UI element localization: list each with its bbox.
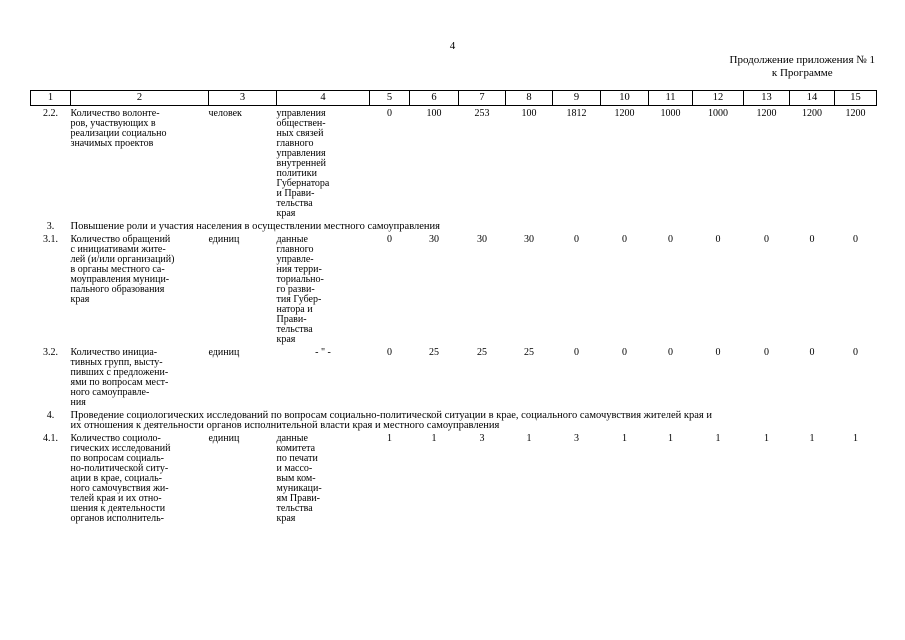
value-cell: 1 bbox=[668, 433, 673, 444]
value-cell: 1 bbox=[622, 433, 627, 444]
column-header: 10 bbox=[601, 91, 649, 106]
column-header: 6 bbox=[410, 91, 459, 106]
page-number: 4 bbox=[449, 40, 456, 52]
column-header: 8 bbox=[506, 91, 553, 106]
value-cell: 30 bbox=[477, 234, 487, 245]
value-cell: 0 bbox=[668, 347, 673, 358]
column-header: 14 bbox=[790, 91, 835, 106]
data-source: - " - bbox=[315, 347, 331, 358]
value-cell: 30 bbox=[429, 234, 439, 245]
value-cell: 25 bbox=[524, 347, 534, 358]
unit-of-measure: единиц bbox=[208, 234, 240, 245]
appendix-continuation-note bbox=[730, 54, 875, 80]
section-number: 3. bbox=[46, 221, 55, 232]
column-header: 4 bbox=[277, 91, 370, 106]
data-source: управления обществен- ных связей главного управления внутренней политики Губернатора и Прави- тельства края bbox=[276, 108, 330, 219]
value-cell: 1200 bbox=[845, 108, 866, 119]
row-number: 2.2. bbox=[43, 108, 58, 119]
column-header: 15 bbox=[835, 91, 877, 106]
value-cell: 25 bbox=[429, 347, 439, 358]
unit-of-measure: единиц bbox=[208, 347, 240, 358]
continuation-line-2: к Программе bbox=[771, 67, 833, 79]
column-header: 7 bbox=[459, 91, 506, 106]
indicators-table bbox=[30, 90, 877, 524]
column-number-header-row bbox=[31, 91, 877, 106]
value-cell: 3 bbox=[479, 433, 485, 444]
indicator-row-4-1 bbox=[31, 431, 877, 524]
value-cell: 1200 bbox=[614, 108, 635, 119]
row-number: 4.1. bbox=[43, 433, 58, 444]
section-row-3 bbox=[31, 219, 877, 232]
column-header: 9 bbox=[553, 91, 601, 106]
value-cell: 0 bbox=[715, 347, 721, 358]
unit-of-measure: единиц bbox=[208, 433, 240, 444]
indicator-row-3-2 bbox=[31, 345, 877, 408]
value-cell: 0 bbox=[809, 347, 815, 358]
column-header: 11 bbox=[649, 91, 693, 106]
value-cell: 0 bbox=[622, 234, 627, 245]
column-header: 13 bbox=[744, 91, 790, 106]
column-header: 12 bbox=[693, 91, 744, 106]
value-cell: 1000 bbox=[708, 108, 728, 119]
row-number: 3.2. bbox=[43, 347, 58, 358]
value-cell: 3 bbox=[574, 433, 579, 444]
value-cell: 0 bbox=[387, 108, 392, 119]
value-cell: 1 bbox=[431, 433, 437, 444]
column-header: 5 bbox=[370, 91, 410, 106]
value-cell: 0 bbox=[764, 347, 769, 358]
column-header: 3 bbox=[209, 91, 277, 106]
value-cell: 1000 bbox=[660, 108, 681, 119]
value-cell: 0 bbox=[387, 347, 392, 358]
value-cell: 0 bbox=[764, 234, 769, 245]
value-cell: 1 bbox=[809, 433, 815, 444]
indicator-name: Количество обращений с инициативами жите- лей (и/или организаций) в органы местного са- моуправления муници- пального образования края bbox=[70, 234, 175, 305]
value-cell: 1200 bbox=[756, 108, 777, 119]
value-cell: 30 bbox=[524, 234, 534, 245]
indicator-name: Количество волонте- ров, участвующих в реализации социально значимых проектов bbox=[70, 108, 167, 149]
value-cell: 1 bbox=[526, 433, 532, 444]
value-cell: 0 bbox=[853, 347, 858, 358]
section-title: Повышение роли и участия населения в осуществлении местного самоуправления bbox=[70, 221, 440, 232]
indicator-name: Количество социоло- гических исследований по вопросам социаль- но-политической ситу- ации в крае, социаль- ного самочувствия жи- телей края и их отно- шения к деятельности органов исполнитель- bbox=[70, 433, 171, 524]
column-header: 1 bbox=[31, 91, 71, 106]
value-cell: 0 bbox=[715, 234, 721, 245]
value-cell: 0 bbox=[574, 234, 579, 245]
value-cell: 100 bbox=[521, 108, 537, 119]
section-title: Проведение социологических исследований по вопросам социально-политической ситуации в крае, социального самочувствия жителей края и их отношения к деятельности органов исполнительной власти края и местного самоуправления bbox=[70, 410, 713, 431]
indicator-row-3-1 bbox=[31, 232, 877, 345]
section-row-4 bbox=[31, 408, 877, 431]
value-cell: 0 bbox=[809, 234, 815, 245]
value-cell: 0 bbox=[853, 234, 858, 245]
continuation-line-1: Продолжение приложения № 1 bbox=[729, 54, 875, 66]
value-cell: 0 bbox=[622, 347, 627, 358]
data-source: данные главного управле- ния терри- ториально- го разви- тия Губер- натора и Прави- тельства края bbox=[276, 234, 324, 345]
data-source: данные комитета по печати и массо- вым ком- муникаци- ям Прави- тельства края bbox=[276, 433, 322, 524]
value-cell: 1812 bbox=[566, 108, 587, 119]
value-cell: 100 bbox=[426, 108, 442, 119]
value-cell: 0 bbox=[574, 347, 579, 358]
unit-of-measure: человек bbox=[208, 108, 242, 119]
value-cell: 1 bbox=[715, 433, 721, 444]
section-number: 4. bbox=[46, 410, 55, 421]
indicator-row-2-2 bbox=[31, 106, 877, 220]
value-cell: 0 bbox=[387, 234, 392, 245]
value-cell: 25 bbox=[477, 347, 487, 358]
indicator-name: Количество инициа- тивных групп, высту- пивших с предложени- ями по вопросам мест- ного самоуправле- ния bbox=[70, 347, 169, 408]
value-cell: 0 bbox=[668, 234, 673, 245]
row-number: 3.1. bbox=[43, 234, 58, 245]
value-cell: 1 bbox=[853, 433, 858, 444]
value-cell: 253 bbox=[474, 108, 490, 119]
value-cell: 1 bbox=[764, 433, 769, 444]
value-cell: 1 bbox=[387, 433, 392, 444]
column-header: 2 bbox=[71, 91, 209, 106]
value-cell: 1200 bbox=[802, 108, 822, 119]
